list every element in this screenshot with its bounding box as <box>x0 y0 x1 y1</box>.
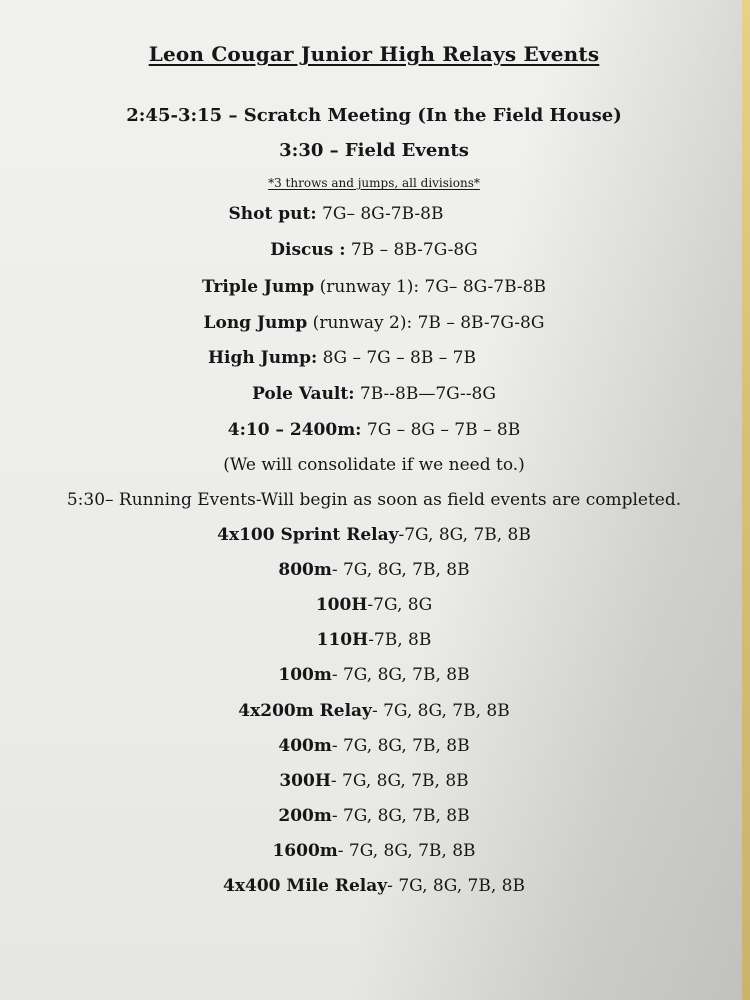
event-detail: 7G – 8G – 7B – 8B <box>361 420 521 440</box>
event-name: Long Jump <box>203 313 308 333</box>
running-event-110h <box>0 630 748 650</box>
event-detail: -7B, 8B <box>368 630 432 650</box>
event-name: Triple Jump <box>202 277 315 297</box>
document-title: Leon Cougar Junior High Relays Events <box>148 42 600 66</box>
event-name: 4x400 Mile Relay <box>223 876 388 896</box>
running-event-800m <box>0 560 748 580</box>
event-detail: (runway 1): 7G– 8G-7B-8B <box>314 277 546 297</box>
field-event-2400m <box>0 420 748 440</box>
event-detail: - 7G, 8G, 7B, 8B <box>337 841 476 861</box>
event-detail: 7B – 8B-7G-8G <box>345 240 478 260</box>
field-event-shot-put <box>0 204 710 224</box>
yellow-background-edge <box>742 0 750 1000</box>
event-detail: -7G, 8G, 7B, 8B <box>398 525 531 545</box>
running-events-header: 5:30– Running Events-Will begin as soon as field events are completed. <box>66 490 682 510</box>
event-name: Pole Vault: <box>252 384 355 404</box>
event-name: 1600m <box>272 841 338 861</box>
event-name: 300H <box>279 771 331 791</box>
event-detail: - 7G, 8G, 7B, 8B <box>331 665 470 685</box>
event-detail: - 7G, 8G, 7B, 8B <box>330 771 469 791</box>
event-detail: - 7G, 8G, 7B, 8B <box>331 560 470 580</box>
event-detail: 7B--8B—7G--8G <box>354 384 496 404</box>
field-event-pole-vault <box>0 384 748 404</box>
event-name: 4x100 Sprint Relay <box>217 525 399 545</box>
event-name: Shot put: <box>228 204 317 224</box>
running-event-4x400 <box>0 876 748 896</box>
field-event-discus <box>0 240 748 260</box>
event-detail: - 7G, 8G, 7B, 8B <box>331 736 470 756</box>
field-events-header <box>0 140 748 161</box>
event-name: 400m <box>278 736 332 756</box>
event-detail: -7G, 8G <box>367 595 433 615</box>
scratch-meeting-line <box>0 105 748 126</box>
event-name: 100m <box>278 665 332 685</box>
consolidate-note: (We will consolidate if we need to.) <box>223 455 525 475</box>
running-event-4x200 <box>0 701 748 721</box>
event-name: 800m <box>278 560 332 580</box>
scratch-meeting-text: 2:45-3:15 – Scratch Meeting (In the Field House) <box>126 105 622 126</box>
event-detail: - 7G, 8G, 7B, 8B <box>387 876 525 896</box>
event-name: 4x200m Relay <box>238 701 372 721</box>
running-event-100h <box>0 595 748 615</box>
event-name: 100H <box>315 595 368 615</box>
field-event-high-jump <box>0 348 716 368</box>
running-event-200m <box>0 806 748 826</box>
event-name: High Jump: <box>208 348 318 368</box>
event-detail: (runway 2): 7B – 8B-7G-8G <box>307 313 545 333</box>
field-event-long-jump <box>0 313 748 333</box>
event-name: 200m <box>278 806 332 826</box>
running-event-300h <box>0 771 748 791</box>
event-name: Discus : <box>270 240 346 260</box>
event-detail: 8G – 7G – 8B – 7B <box>317 348 476 368</box>
running-event-400m <box>0 736 748 756</box>
event-name: 110H <box>316 630 369 650</box>
event-detail: - 7G, 8G, 7B, 8B <box>331 806 470 826</box>
field-events-note: *3 throws and jumps, all divisions* <box>268 176 480 190</box>
event-detail: - 7G, 8G, 7B, 8B <box>371 701 510 721</box>
field-events-header-text: 3:30 – Field Events <box>279 140 469 161</box>
field-event-triple-jump <box>0 277 748 297</box>
running-event-1600m <box>0 841 748 861</box>
event-detail: 7G– 8G-7B-8B <box>316 204 444 224</box>
running-event-100m <box>0 665 748 685</box>
running-event-4x100 <box>0 525 748 545</box>
event-name: 4:10 – 2400m: <box>227 420 362 440</box>
